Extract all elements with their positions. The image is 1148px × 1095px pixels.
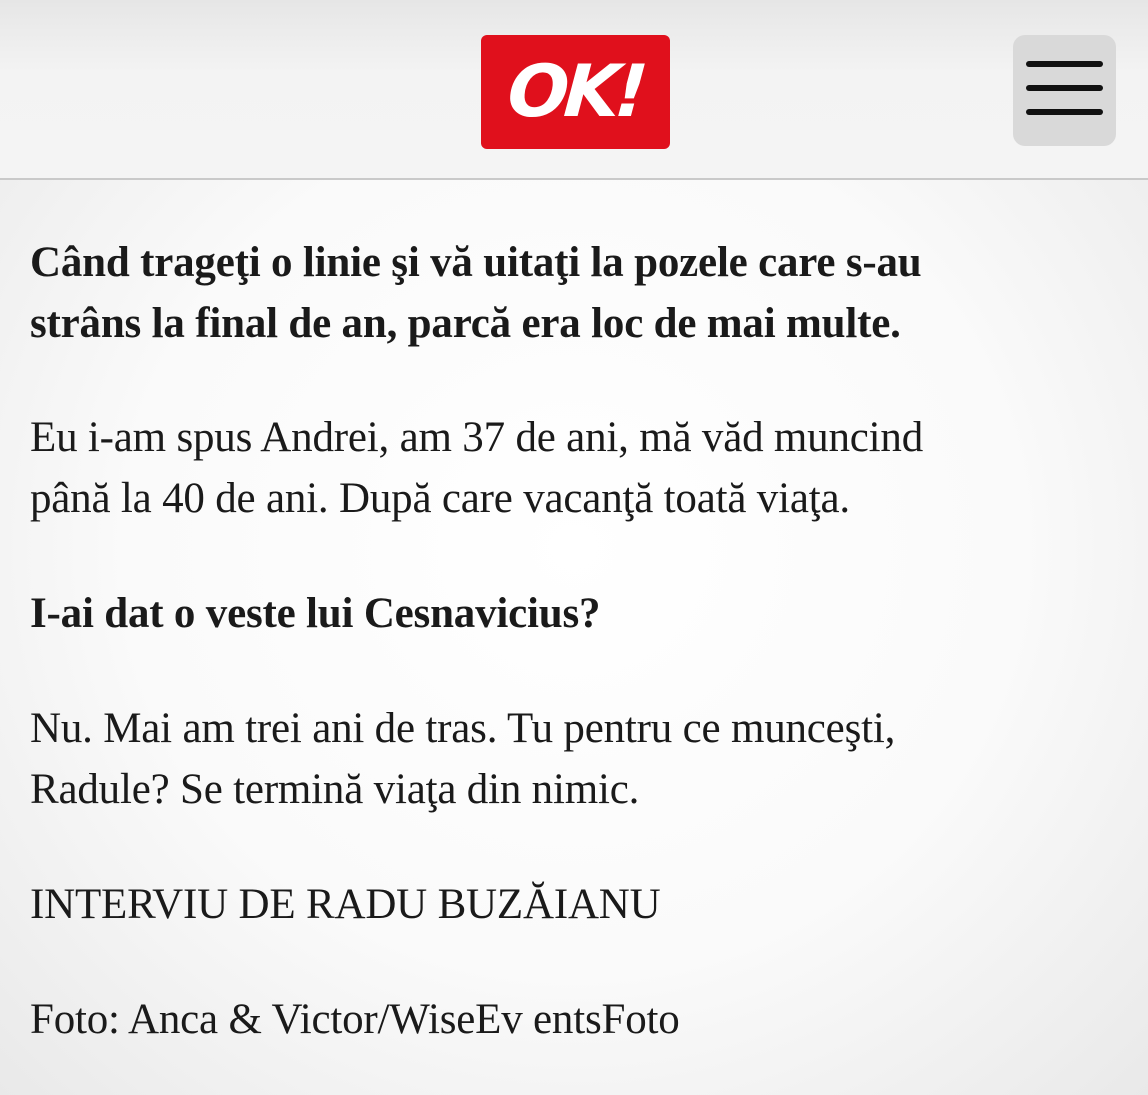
- text-line: Când trageţi o linie şi vă uitaţi la pozele care s-au: [30, 239, 922, 286]
- menu-bar: [1026, 85, 1103, 91]
- interview-answer: [30, 407, 923, 529]
- text-line: I-ai dat o veste lui Cesnavicius?: [30, 590, 601, 637]
- menu-bar: [1026, 109, 1103, 115]
- menu-bar: [1026, 61, 1103, 67]
- logo-text: OK!: [505, 49, 646, 133]
- photo-credit: [30, 989, 680, 1050]
- text-line: până la 40 de ani. După care vacanţă toată viaţa.: [30, 475, 850, 522]
- interview-answer: [30, 698, 895, 820]
- text-line: strâns la final de an, parcă era loc de mai multe.: [30, 300, 901, 347]
- text-line: INTERVIU DE RADU BUZĂIANU: [30, 881, 661, 928]
- interview-question: [30, 232, 922, 354]
- interview-byline: [30, 874, 661, 935]
- interview-question: [30, 583, 600, 644]
- text-line: Foto: Anca & Victor/WiseEv entsFoto: [30, 996, 680, 1043]
- ok-magazine-logo[interactable]: [481, 35, 670, 149]
- text-line: Radule? Se termină viaţa din nimic.: [30, 766, 640, 813]
- hamburger-menu-icon[interactable]: [1013, 35, 1116, 146]
- text-line: Nu. Mai am trei ani de tras. Tu pentru ce munceşti,: [30, 705, 896, 752]
- text-line: Eu i-am spus Andrei, am 37 de ani, mă văd muncind: [30, 414, 924, 461]
- site-header: [0, 0, 1148, 180]
